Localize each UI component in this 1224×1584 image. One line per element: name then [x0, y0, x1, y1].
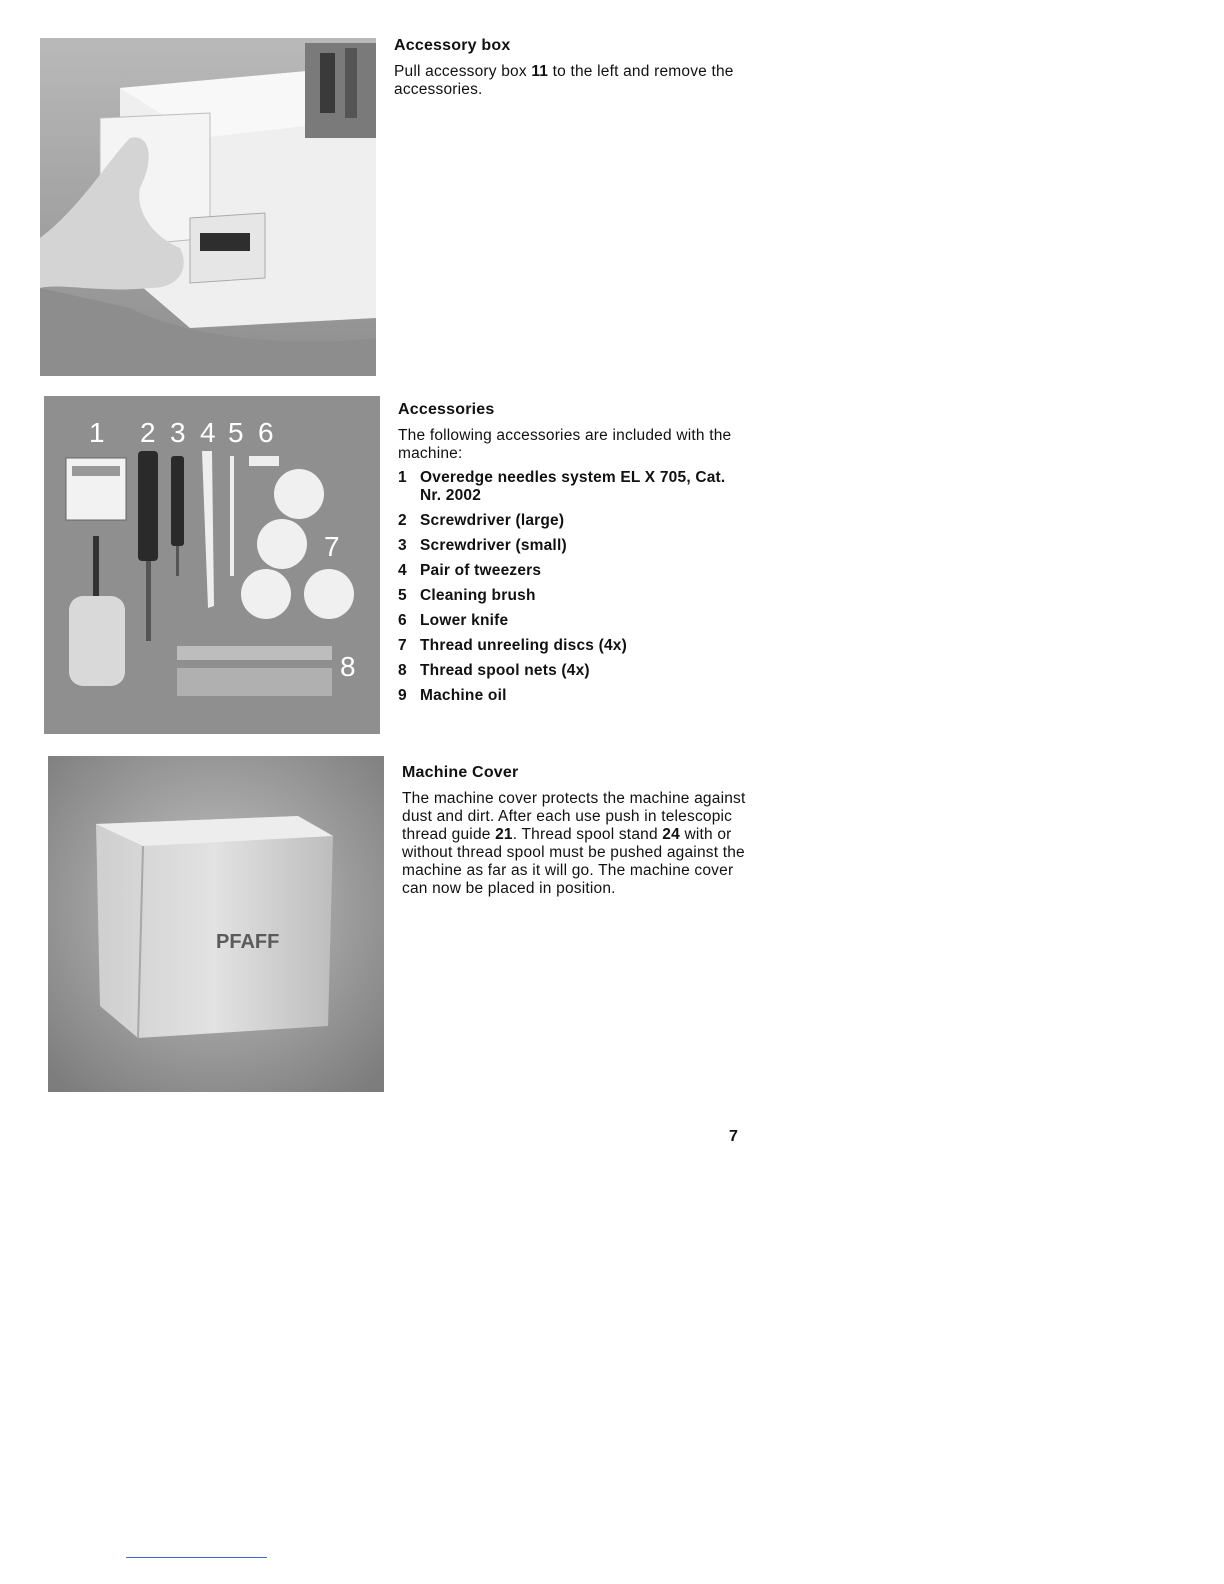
accessory-box-heading: Accessory box [394, 37, 511, 54]
list-item: 9 Machine oil [398, 687, 507, 704]
list-item: 7 Thread unreeling discs (4x) [398, 637, 627, 654]
photo-label-2: 2 [140, 417, 156, 448]
cover-brand-logo: PFAFF [216, 931, 280, 953]
machine-cover-section [402, 764, 752, 898]
list-item: 1 Overedge needles system EL X 705, Cat. Nr. 2002 [398, 469, 726, 504]
accessories-intro: The following accessories are included with the machine: [398, 427, 732, 462]
machine-cover-heading: Machine Cover [402, 764, 519, 781]
accessories-photo [44, 396, 380, 734]
list-item: 2 Screwdriver (large) [398, 512, 565, 529]
footer-divider [126, 1557, 267, 1558]
accessory-box-section [394, 37, 744, 99]
photo-label-1: 1 [89, 417, 105, 448]
accessory-box-photo [40, 38, 376, 376]
accessories-heading: Accessories [398, 401, 495, 418]
page-number: 7 [729, 1128, 738, 1145]
accessories-section [398, 401, 748, 712]
photo-label-6: 6 [258, 417, 274, 448]
machine-cover-text: The machine cover protects the machine against dust and dirt. After each use push in telescopic thread guide 21. Thread spool stand 24 with or without thread spool must be pushed against the machine as far as it will go. The machine cover can now be placed in position. [402, 790, 746, 897]
photo-label-5: 5 [228, 417, 244, 448]
list-item: 4 Pair of tweezers [398, 562, 542, 579]
photo-label-8: 8 [340, 651, 356, 682]
list-item: 6 Lower knife [398, 612, 509, 629]
list-item: 5 Cleaning brush [398, 587, 536, 604]
list-item: 3 Screwdriver (small) [398, 537, 567, 554]
machine-cover-photo [48, 756, 384, 1092]
photo-label-4: 4 [200, 417, 216, 448]
accessories-list [398, 469, 748, 705]
photo-label-7: 7 [324, 531, 340, 562]
list-item: 8 Thread spool nets (4x) [398, 662, 590, 679]
accessory-box-text: Pull accessory box 11 to the left and remove the accessories. [394, 63, 734, 98]
photo-label-3: 3 [170, 417, 186, 448]
